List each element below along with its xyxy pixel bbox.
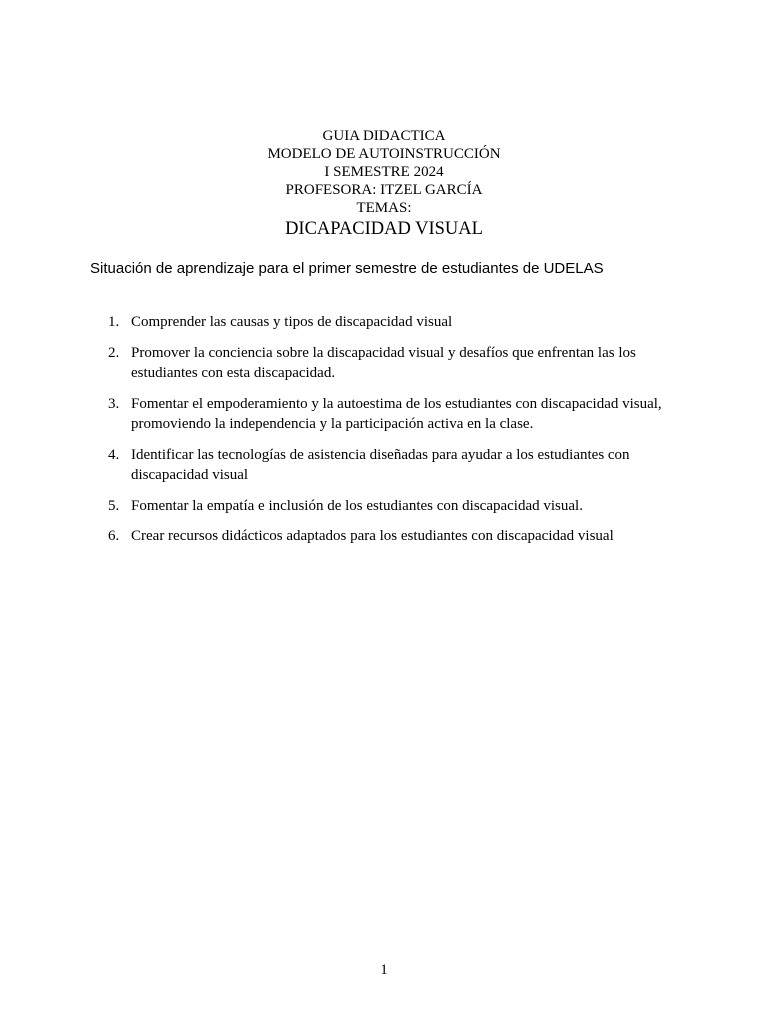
objective-number: 2. — [108, 344, 120, 361]
objective-number: 4. — [108, 446, 120, 463]
objective-item — [0, 312, 768, 333]
objectives-list — [0, 312, 768, 557]
objective-number: 5. — [108, 497, 120, 514]
objective-item — [0, 526, 768, 547]
objective-item — [0, 445, 768, 486]
objective-item — [0, 343, 768, 384]
learning-situation-text: Situación de aprendizaje para el primer semestre de estudiantes de UDELAS — [90, 260, 604, 277]
page-number: 1 — [380, 962, 388, 978]
objective-text: Comprender las causas y tipos de discapacidad visual — [131, 314, 453, 330]
topics-label: TEMAS: — [356, 200, 412, 216]
objective-item — [0, 496, 768, 517]
guide-title: GUIA DIDACTICA — [322, 128, 446, 144]
topic-title: DICAPACIDAD VISUAL — [285, 219, 483, 239]
objective-number: 3. — [108, 395, 120, 412]
semester-label: I SEMESTRE 2024 — [324, 164, 444, 180]
objective-item — [0, 394, 768, 435]
objective-text: Fomentar la empatía e inclusión de los estudiantes con discapacidad visual. — [131, 497, 583, 514]
professor-label: PROFESORA: ITZEL GARCÍA — [285, 182, 483, 198]
model-title: MODELO DE AUTOINSTRUCCIÓN — [267, 146, 501, 162]
objective-text: Identificar las tecnologías de asistencia diseñadas para ayudar a los estudiantes con discapacidad visual — [131, 446, 630, 483]
document-header — [0, 127, 768, 240]
objective-number: 6. — [108, 528, 120, 544]
objective-text: Crear recursos didácticos adaptados para los estudiantes con discapacidad visual — [131, 528, 614, 544]
objective-text: Fomentar el empoderamiento y la autoestima de los estudiantes con discapacidad visual, promoviendo la independencia y la participación activa en la clase. — [131, 395, 662, 432]
objective-text: Promover la conciencia sobre la discapacidad visual y desafíos que enfrentan las los estudiantes con esta discapacidad. — [131, 344, 636, 381]
objective-number: 1. — [108, 314, 120, 330]
